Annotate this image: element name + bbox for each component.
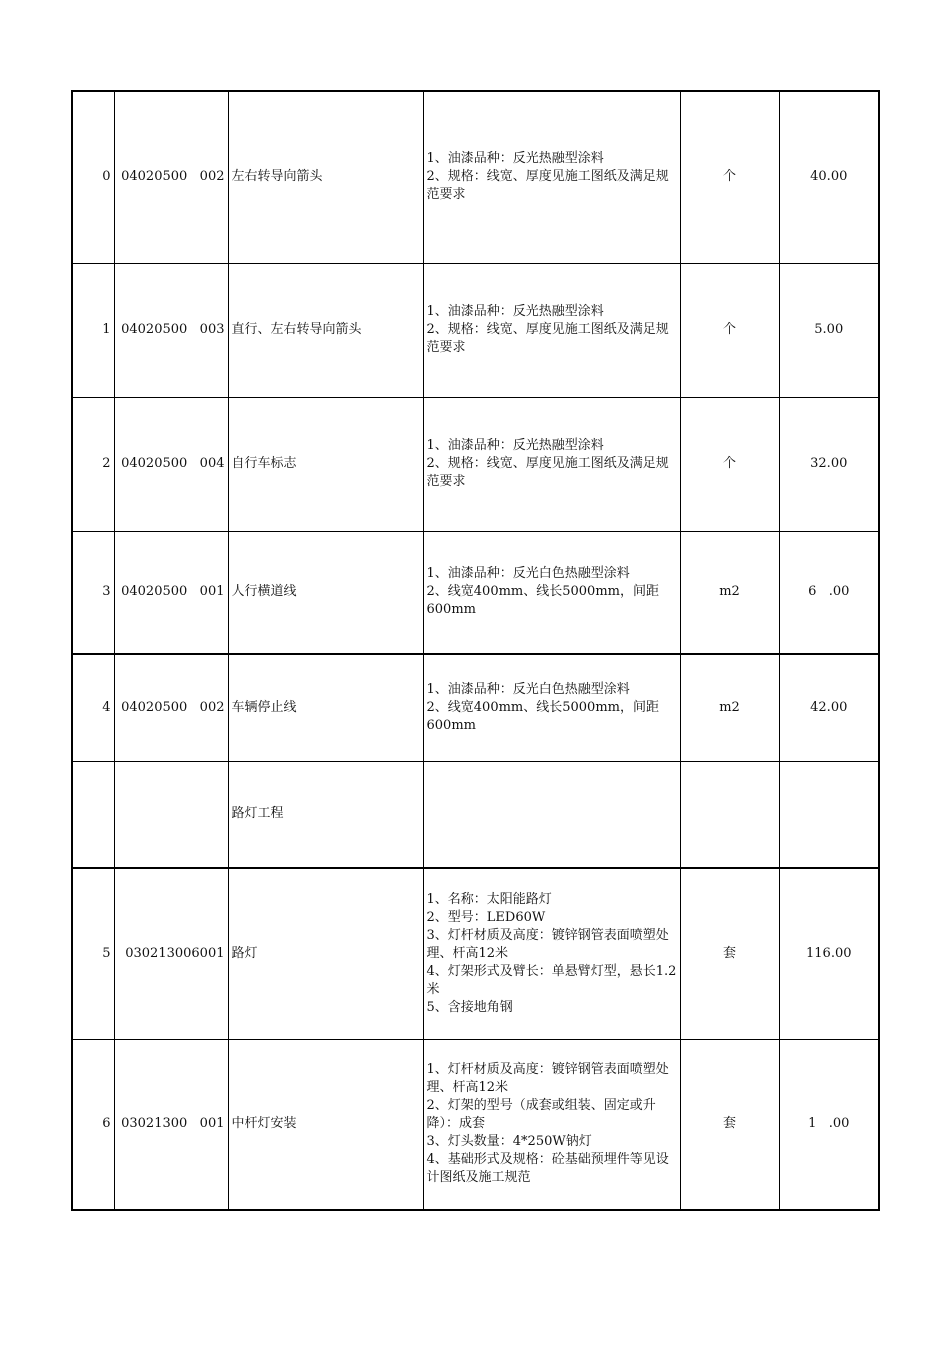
table-row <box>72 761 879 868</box>
row-number-cell: 1 <box>72 263 114 397</box>
row-number-cell <box>72 761 114 868</box>
description-line: 2、灯架的型号（成套或组装、固定或升降）：成套 <box>426 1098 656 1132</box>
unit-cell: 套 <box>680 1039 779 1210</box>
quantity-cell: 5.00 <box>779 263 879 397</box>
table-row <box>72 654 879 761</box>
table-row <box>72 868 879 1039</box>
item-description-cell <box>423 1039 680 1210</box>
item-code: 04020500 003 <box>121 322 225 337</box>
unit-cell: 个 <box>680 263 779 397</box>
description-line: 5、含接地角钢 <box>426 999 513 1015</box>
description-line: 4、灯架形式及臂长：单悬臂灯型，悬长1.2米 <box>426 963 677 997</box>
description-line: 1、油漆品种：反光白色热融型涂料 <box>426 566 630 582</box>
item-name-cell: 直行、左右转导向箭头 <box>228 263 423 397</box>
table-row <box>72 91 879 263</box>
row-number-cell: 3 <box>72 531 114 654</box>
description-line: 3、灯杆材质及高度：镀锌钢管表面喷塑处理、杆高12米 <box>426 927 669 961</box>
item-name-cell: 自行车标志 <box>228 397 423 531</box>
item-code-cell <box>114 397 228 531</box>
unit-cell: m2 <box>680 654 779 761</box>
item-description-cell <box>423 397 680 531</box>
description-line: 2、规格：线宽、厚度见施工图纸及满足规范要求 <box>426 456 669 489</box>
item-name-cell: 车辆停止线 <box>228 654 423 761</box>
description-line: 1、油漆品种：反光热融型涂料 <box>426 151 604 167</box>
item-code-cell <box>114 1039 228 1210</box>
item-code: 04020500 002 <box>121 169 225 185</box>
bill-of-quantities-table <box>71 90 880 1211</box>
description-line: 1、油漆品种：反光热融型涂料 <box>426 304 604 319</box>
item-code: 04020500 002 <box>121 699 225 715</box>
row-number-cell: 0 <box>72 91 114 263</box>
description-line: 2、规格：线宽、厚度见施工图纸及满足规范要求 <box>426 169 669 203</box>
table-row <box>72 263 879 397</box>
item-description-cell <box>423 91 680 263</box>
quantity-cell: 32.00 <box>779 397 879 531</box>
item-code-cell <box>114 91 228 263</box>
item-code: 04020500 004 <box>121 456 225 471</box>
row-number-cell: 2 <box>72 397 114 531</box>
item-description-cell <box>423 654 680 761</box>
unit-cell: m2 <box>680 531 779 654</box>
table-row <box>72 397 879 531</box>
description-line: 1、灯杆材质及高度：镀锌钢管表面喷塑处理、杆高12米 <box>426 1062 669 1096</box>
unit-cell: 个 <box>680 397 779 531</box>
quantity-cell: 1 .00 <box>779 1039 879 1210</box>
description-line: 1、油漆品种：反光白色热融型涂料 <box>426 681 630 697</box>
description-line: 2、线宽400mm、线长5000mm，间距600mm <box>426 699 659 733</box>
table-row <box>72 531 879 654</box>
item-code: 03021300 001 <box>121 1116 225 1132</box>
quantity-cell <box>779 761 879 868</box>
item-name-cell: 人行横道线 <box>228 531 423 654</box>
quantity-cell: 116.00 <box>779 868 879 1039</box>
unit-cell <box>680 761 779 868</box>
description-line: 3、灯头数量：4*250W钠灯 <box>426 1134 592 1150</box>
item-code: 030213006001 <box>125 945 225 961</box>
item-description-cell <box>423 531 680 654</box>
item-description-cell <box>423 868 680 1039</box>
item-code-cell <box>114 868 228 1039</box>
row-number-cell: 4 <box>72 654 114 761</box>
table-row <box>72 1039 879 1210</box>
item-code-cell <box>114 263 228 397</box>
item-code-cell <box>114 531 228 654</box>
unit-cell: 套 <box>680 868 779 1039</box>
description-line: 1、名称：太阳能路灯 <box>426 891 552 907</box>
row-number-cell: 5 <box>72 868 114 1039</box>
description-line: 1、油漆品种：反光热融型涂料 <box>426 438 604 453</box>
quantity-cell: 40.00 <box>779 91 879 263</box>
description-line: 2、规格：线宽、厚度见施工图纸及满足规范要求 <box>426 322 669 355</box>
description-line: 2、线宽400mm、线长5000mm，间距600mm <box>426 584 659 618</box>
table-body <box>72 91 879 1210</box>
unit-cell: 个 <box>680 91 779 263</box>
description-line: 4、基础形式及规格：砼基础预埋件等见设计图纸及施工规范 <box>426 1152 669 1186</box>
quantity-cell: 42.00 <box>779 654 879 761</box>
item-name-cell: 路灯工程 <box>228 761 423 868</box>
item-description-cell <box>423 761 680 868</box>
item-code-cell <box>114 654 228 761</box>
item-code: 04020500 001 <box>121 584 225 600</box>
row-number-cell: 6 <box>72 1039 114 1210</box>
item-name-cell: 路灯 <box>228 868 423 1039</box>
item-description-cell <box>423 263 680 397</box>
description-line: 2、型号：LED60W <box>426 909 546 925</box>
item-name-cell: 左右转导向箭头 <box>228 91 423 263</box>
item-code-cell <box>114 761 228 868</box>
item-name-cell: 中杆灯安装 <box>228 1039 423 1210</box>
quantity-cell: 6 .00 <box>779 531 879 654</box>
